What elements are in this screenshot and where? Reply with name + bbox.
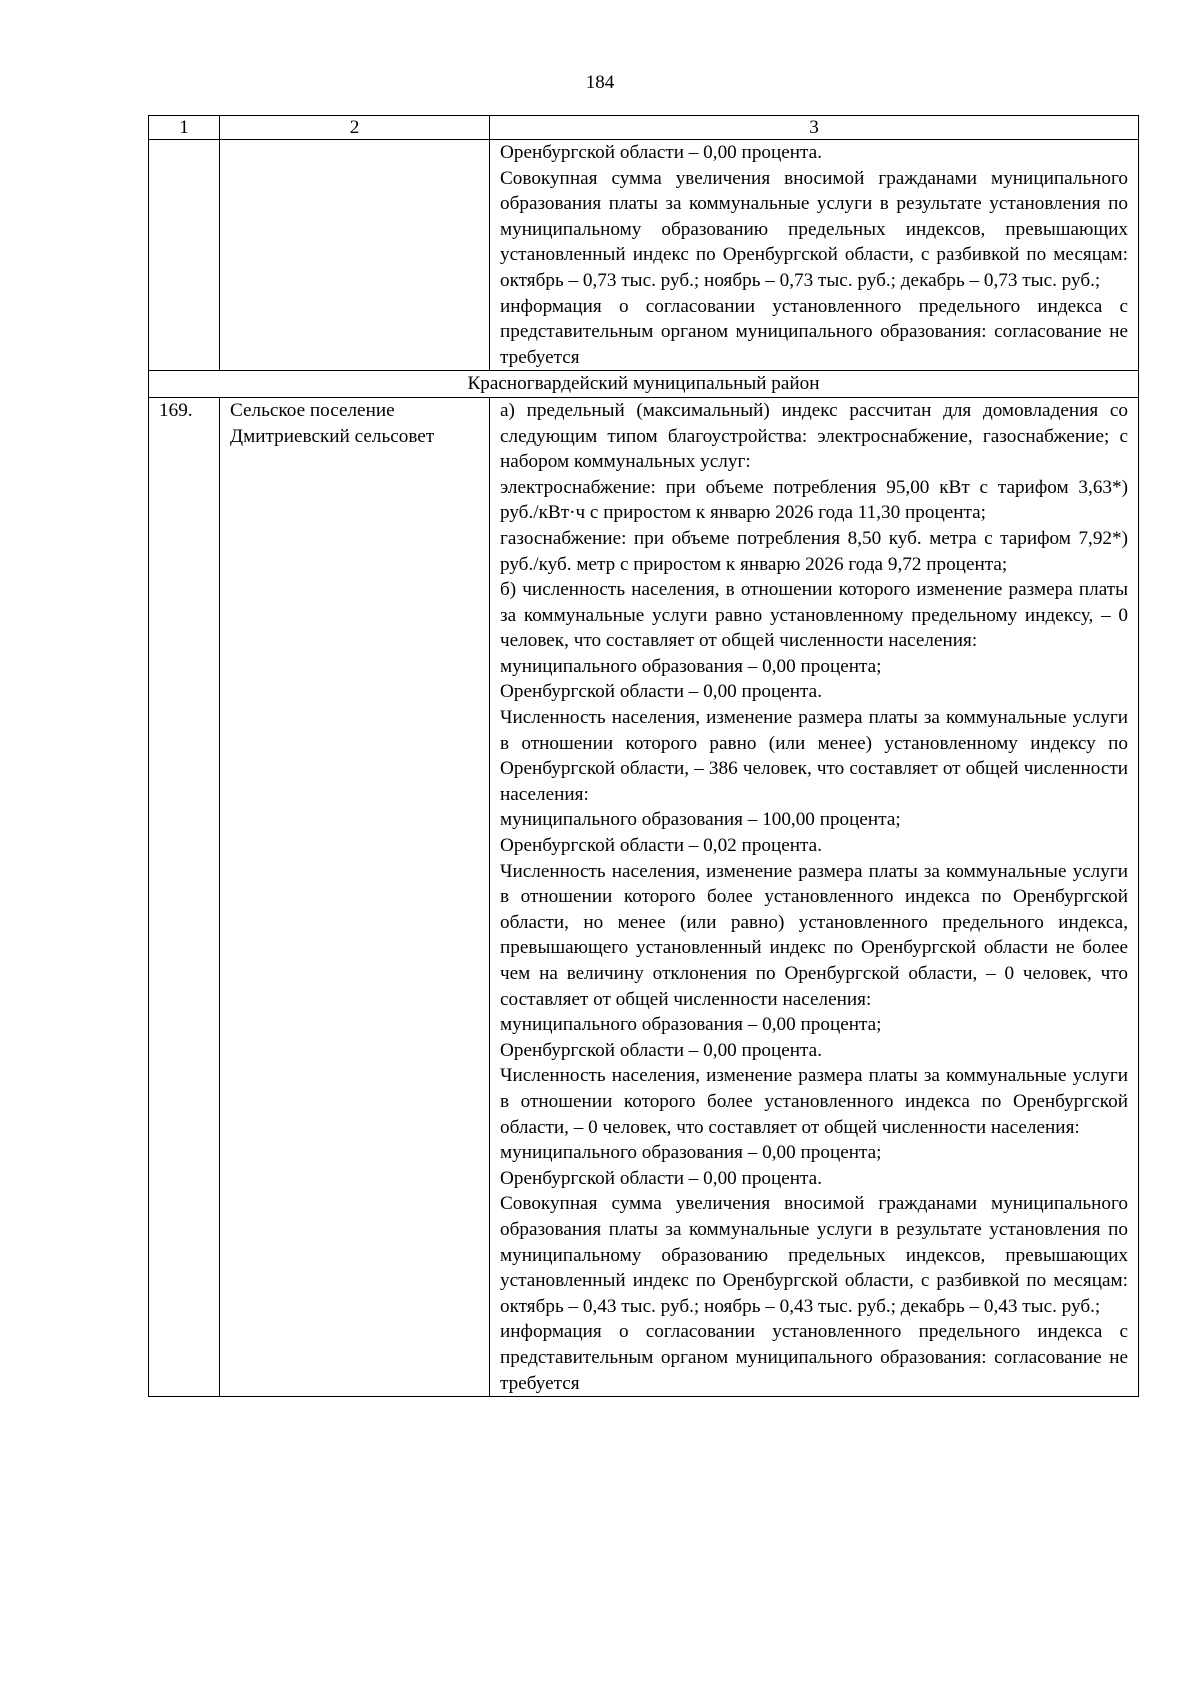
entry-number: 169. bbox=[149, 397, 220, 1396]
paragraph: муниципального образования – 0,00 процента; bbox=[500, 1142, 882, 1164]
index-table bbox=[148, 115, 1139, 1397]
paragraph: Совокупная сумма увеличения вносимой гражданами муниципального образования платы за коммунальные услуги в результате установления по муниципальному образованию предельных индексов, превышающих установленный индекс по Оренбургской области, с разбивкой по месяцам: октябрь – 0,73 тыс. руб.; ноябрь – 0,73 тыс. руб.; декабрь – 0,73 тыс. руб.; bbox=[500, 167, 1128, 291]
paragraph: Оренбургской области – 0,00 процента. bbox=[500, 142, 822, 163]
paragraph: муниципального образования – 100,00 процента; bbox=[500, 809, 901, 831]
continued-row-settlement-cell bbox=[220, 140, 490, 371]
settlement-name: Дмитриевский сельсовет bbox=[230, 425, 435, 447]
paragraph: Численность населения, изменение размера платы за коммунальные услуги в отношении которого равно (или менее) установленному индексу по Оренбургской области, – 386 человек, что составляет от общей численности населения: bbox=[500, 707, 1128, 805]
column-header-1: 1 bbox=[149, 116, 220, 140]
paragraph: газоснабжение: при объеме потребления 8,50 куб. метра с тарифом 7,92*) руб./куб. метр с приростом к январю 2026 года 9,72 процента; bbox=[500, 527, 1128, 575]
paragraph: информация о согласовании установленного предельного индекса с представительным органом муниципального образования: согласование не требуется bbox=[500, 1321, 1128, 1394]
paragraph: информация о согласовании установленного предельного индекса с представительным органом муниципального образования: согласование не требуется bbox=[500, 295, 1128, 368]
column-header-2: 2 bbox=[220, 116, 490, 140]
paragraph: муниципального образования – 0,00 процента; bbox=[500, 1014, 882, 1036]
table-header-row bbox=[149, 116, 1139, 140]
paragraph: Оренбургской области – 0,00 процента. bbox=[500, 1039, 822, 1061]
paragraph: Оренбургской области – 0,00 процента. bbox=[500, 1167, 822, 1189]
paragraph: Оренбургской области – 0,02 процента. bbox=[500, 835, 822, 857]
continued-row bbox=[149, 140, 1139, 371]
entry-description-cell bbox=[490, 397, 1139, 1396]
district-row bbox=[149, 371, 1139, 398]
continued-row-number-cell bbox=[149, 140, 220, 371]
paragraph: Совокупная сумма увеличения вносимой гражданами муниципального образования платы за коммунальные услуги в результате установления по муниципальному образованию предельных индексов, превышающих установленный индекс по Оренбургской области, с разбивкой по месяцам: октябрь – 0,43 тыс. руб.; ноябрь – 0,43 тыс. руб.; декабрь – 0,43 тыс. руб.; bbox=[500, 1193, 1128, 1317]
column-header-3: 3 bbox=[490, 116, 1139, 140]
paragraph: муниципального образования – 0,00 процента; bbox=[500, 655, 882, 677]
continued-row-description-cell bbox=[490, 140, 1139, 371]
paragraph: а) предельный (максимальный) индекс рассчитан для домовладения со следующим типом благоустройства: электроснабжение, газоснабжение; с набором коммунальных услуг: bbox=[500, 399, 1128, 473]
page-number: 184 bbox=[585, 72, 615, 93]
paragraph: электроснабжение: при объеме потребления 95,00 кВт с тарифом 3,63*) руб./кВт·ч с приростом к январю 2026 года 11,30 процента; bbox=[500, 476, 1128, 524]
settlement-type: Сельское поселение bbox=[230, 399, 395, 421]
paragraph: Численность населения, изменение размера платы за коммунальные услуги в отношении которого более установленного индекса по Оренбургской области, но менее (или равно) установленного предельного индекса, превышающего установленный индекс по Оренбургской области не более чем на величину отклонения по Оренбургской области, – 0 человек, что составляет от общей численности населения: bbox=[500, 860, 1128, 1010]
entry-settlement-cell bbox=[220, 397, 490, 1396]
paragraph: Оренбургской области – 0,00 процента. bbox=[500, 681, 822, 703]
entry-row bbox=[149, 397, 1139, 1396]
paragraph: Численность населения, изменение размера платы за коммунальные услуги в отношении которого более установленного индекса по Оренбургской области, – 0 человек, что составляет от общей численности населения: bbox=[500, 1065, 1128, 1138]
district-title: Красногвардейский муниципальный район bbox=[149, 371, 1139, 398]
paragraph: б) численность населения, в отношении которого изменение размера платы за коммунальные услуги равно установленному предельному индексу, – 0 человек, что составляет от общей численности населения: bbox=[500, 579, 1128, 652]
